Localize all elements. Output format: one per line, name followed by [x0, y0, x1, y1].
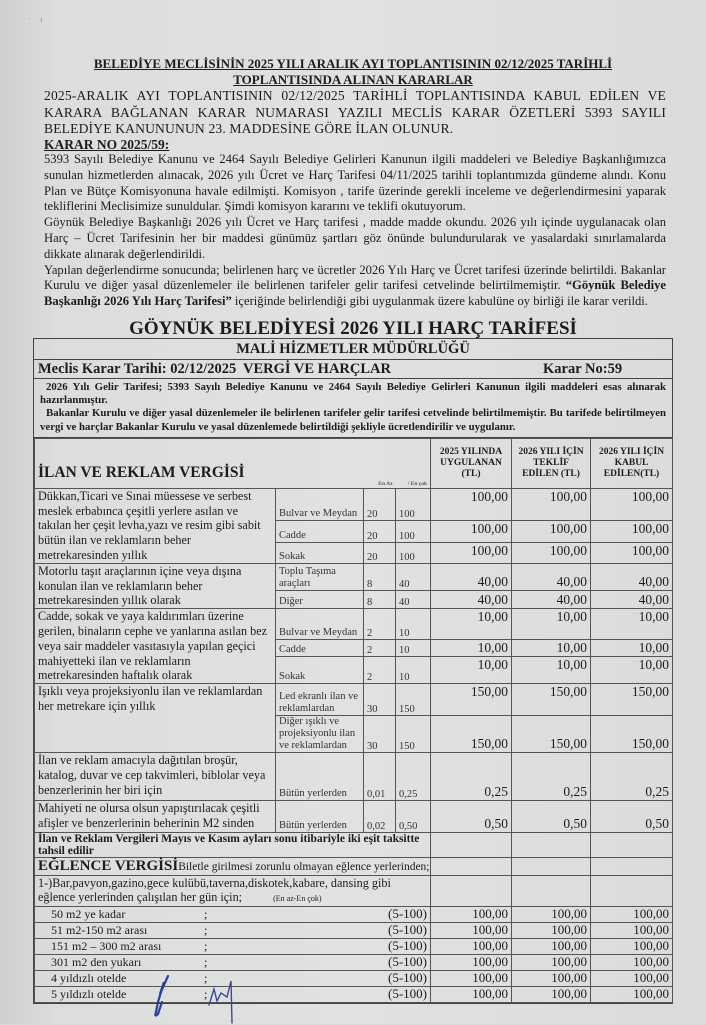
document-header — [40, 56, 666, 88]
entertainment-label: 5 yıldızlı otelde — [51, 987, 127, 1002]
value-2025: 40,00 — [431, 591, 512, 609]
min-header: En Az — [378, 480, 393, 487]
decision-paragraph-text: Yapılan değerlendirme sonucunda; belirlenen harç ve ücretler 2026 Yılı Harç ve Ücret tarifesi üzerinde belirtildi. Bakanlar Kurulu ve diğer yasal düzenlemeler ile belirlenen tarifeler gelir tarifesi cetvelinde belirtilmemiştir. — [44, 262, 666, 293]
min-cell: 0,01 — [364, 753, 396, 801]
value-2026-offer: 100,00 — [512, 923, 591, 939]
entertainment-range: (5-100) — [388, 986, 428, 1002]
entertainment-title: EĞLENCE VERGİSİ — [38, 858, 179, 875]
value-2026-offer: 10,00 — [512, 609, 591, 640]
value-2025: 100,00 — [431, 939, 512, 955]
entertainment-sep: ; — [204, 987, 208, 1002]
decision-number: KARAR NO 2025/59: — [44, 137, 170, 152]
value-2026-offer: 100,00 — [512, 971, 591, 987]
entertainment-sep: ; — [204, 971, 208, 986]
value-2026-offer: 100,00 — [512, 987, 591, 1003]
value-2026-accepted: 100,00 — [591, 521, 673, 542]
min-cell: 30 — [364, 684, 396, 716]
value-2026-accepted: 0,25 — [591, 753, 673, 801]
entertainment-label: 4 yıldızlı otelde — [51, 971, 127, 986]
value-2025: 100,00 — [431, 971, 512, 987]
tariff-note: 2026 Yılı Gelir Tarifesi; 5393 Sayılı Belediye Kanunu ve 2464 Sayılı Belediye Gelirleri Kanunun ilgili maddeleri esas alınarak hazırlanmıştır. — [40, 381, 666, 407]
value-2026-offer: 40,00 — [512, 591, 591, 609]
max-cell: 10 — [396, 640, 431, 657]
place-cell: Bütün yerlerden — [276, 753, 364, 801]
ad-desc: Motorlu taşıt araçlarının içine veya dışına konulan ilan ve reklamların beher metrekaresinden yıllık olarak — [35, 563, 276, 608]
min-cell: 20 — [364, 488, 396, 520]
decision-body — [44, 152, 666, 310]
signature-2 — [205, 975, 245, 1025]
decision-closing: içeriğinde belirlendiği gibi uygulanmak üzere kabulüne oy birliği ile karar verildi. — [231, 294, 648, 309]
tariff-note: Bakanlar Kurulu ve diğer yasal düzenlemeler ile belirlenen tarifeler gelir tarifesi cetvelinde belirtilmemiştir. Bu tarifede belirtilmeyen vergi ve harçlar Bakanlar Kurulu ve yasal düzenlemede belirtildiği şekliyle ücretlendirilir ve uygulanır. — [40, 407, 666, 433]
value-2026-accepted: 100,00 — [591, 971, 673, 987]
min-cell: 2 — [364, 609, 396, 640]
entertainment-sep: ; — [204, 923, 208, 938]
value-2026-offer: 100,00 — [512, 939, 591, 955]
ad-desc: İlan ve reklam amacıyla dağıtılan broşür, katalog, duvar ve cep takvimleri, biblolar veya benzerlerinin her biri için — [35, 753, 276, 801]
value-2026-offer: 100,00 — [512, 907, 591, 923]
entertainment-row-cell — [35, 907, 431, 923]
value-2025: 10,00 — [431, 657, 512, 684]
entertainment-row — [35, 907, 673, 923]
place-cell: Bulvar ve Meydan — [276, 609, 364, 640]
tariff-quote: “Göynük Belediye Başkanlığı 2026 Yılı Harç Tarifesi” — [44, 278, 667, 309]
place-cell: Diğer ışıklı ve projeksiyonlu ilan ve reklamlardan — [276, 716, 364, 753]
max-header: / En çok — [407, 480, 428, 487]
max-cell: 0,25 — [396, 753, 431, 801]
entertainment-sep: ; — [204, 907, 208, 922]
col-2026-offer-header: 2026 YILI İÇİN TEKLİF EDİLEN (TL) — [512, 438, 591, 488]
value-2025: 10,00 — [431, 640, 512, 657]
max-cell: 150 — [396, 716, 431, 753]
section-header-cell — [35, 438, 364, 488]
signature-1 — [140, 972, 180, 1022]
value-2025: 100,00 — [431, 488, 512, 520]
entertainment-range: (5-100) — [388, 954, 428, 970]
place-cell: Diğer — [276, 591, 364, 609]
tariff-notes — [34, 379, 672, 438]
ad-notice-row — [35, 833, 673, 858]
value-2026-offer: 100,00 — [512, 542, 591, 563]
max-cell: 150 — [396, 684, 431, 716]
value-2026-offer: 150,00 — [512, 684, 591, 716]
value-2026-accepted: 100,00 — [591, 923, 673, 939]
min-cell: 0,02 — [364, 801, 396, 833]
scan-marks: · ı — [28, 14, 43, 24]
ad-tax-row — [35, 684, 673, 716]
place-cell: Sokak — [276, 657, 364, 684]
value-2026-offer: 0,50 — [512, 801, 591, 833]
tariff-table — [34, 438, 673, 1003]
col-2026-accepted-header: 2026 YILI İÇİN KABUL EDİLEN(TL) — [591, 438, 673, 488]
place-cell: Cadde — [276, 521, 364, 542]
value-2026-accepted: 100,00 — [591, 939, 673, 955]
value-2025: 100,00 — [431, 955, 512, 971]
value-2025: 100,00 — [431, 907, 512, 923]
entertainment-label: 301 m2 den yukarı — [51, 955, 142, 970]
entertainment-label: 50 m2 ye kadar — [51, 907, 126, 922]
max-cell: 0,50 — [396, 801, 431, 833]
max-cell: 10 — [396, 657, 431, 684]
entertainment-row-cell — [35, 955, 431, 971]
value-2025: 150,00 — [431, 716, 512, 753]
value-2026-offer: 100,00 — [512, 488, 591, 520]
ad-tax-row — [35, 753, 673, 801]
decision-paragraph — [44, 263, 666, 310]
ad-desc: Işıklı veya projeksiyonlu ilan ve reklamlardan her metrekare için yıllık — [35, 684, 276, 753]
entertainment-subtitle: Biletle girilmesi zorunlu olmayan eğlence yerlerinden; — [178, 861, 430, 874]
value-2025: 10,00 — [431, 609, 512, 640]
table-header-row — [35, 438, 673, 488]
entertainment-row — [35, 971, 673, 987]
place-cell: Led ekranlı ilan ve reklamlardan — [276, 684, 364, 716]
value-2026-offer: 100,00 — [512, 521, 591, 542]
entertainment-range: (5-100) — [388, 906, 428, 922]
section-title: İLAN VE REKLAM VERGİSİ — [38, 463, 245, 481]
min-cell: 8 — [364, 591, 396, 609]
ad-notice: İlan ve Reklam Vergileri Mayıs ve Kasım ayları sonu itibariyle iki eşit taksitte tahsil edilir — [35, 833, 431, 858]
entertainment-label: 51 m2-150 m2 arası — [51, 923, 148, 938]
place-cell: Sokak — [276, 542, 364, 563]
entertainment-row-cell — [35, 939, 431, 955]
value-2026-offer: 100,00 — [512, 955, 591, 971]
max-cell: 100 — [396, 542, 431, 563]
value-2026-accepted: 10,00 — [591, 640, 673, 657]
announcement-intro: 2025-ARALIK AYI TOPLANTISININ 02/12/2025 TARİHLİ TOPLANTISINDA KABUL EDİLEN VE KARARA BAĞLANAN KARAR NUMARASI YAZILI MECLİS KARAR ÖZETLERİ 5393 SAYILI BELEDİYE KANUNUNUN 23. MADDESİNE GÖRE İLAN OLUNUR. — [44, 88, 666, 136]
value-2025: 150,00 — [431, 684, 512, 716]
max-cell: 100 — [396, 488, 431, 520]
value-2026-accepted: 100,00 — [591, 987, 673, 1003]
value-2025: 100,00 — [431, 521, 512, 542]
value-2025: 0,50 — [431, 801, 512, 833]
value-2026-accepted: 100,00 — [591, 488, 673, 520]
value-2026-offer: 0,25 — [512, 753, 591, 801]
value-2025: 0,25 — [431, 753, 512, 801]
value-2026-accepted: 10,00 — [591, 609, 673, 640]
entertainment-row — [35, 987, 673, 1003]
entertainment-row — [35, 923, 673, 939]
entertainment-title-row — [35, 858, 673, 876]
place-cell: Cadde — [276, 640, 364, 657]
header-title-line1: BELEDİYE MECLİSİNİN 2025 YILI ARALIK AYI TOPLANTISININ 02/12/2025 TARİHLİ — [93, 56, 613, 71]
value-2026-accepted: 10,00 — [591, 657, 673, 684]
department-name: MALİ HİZMETLER MÜDÜRLÜĞÜ — [34, 339, 672, 360]
value-2026-accepted: 40,00 — [591, 591, 673, 609]
ad-tax-row — [35, 488, 673, 520]
place-cell: Bütün yerlerden — [276, 801, 364, 833]
entertainment-row — [35, 939, 673, 955]
tariff-category: VERGİ VE HARÇLAR — [243, 361, 391, 377]
entertainment-row — [35, 955, 673, 971]
entertainment-range: (5-100) — [388, 970, 428, 986]
place-cell: Toplu Taşıma araçları — [276, 563, 364, 590]
ad-tax-row — [35, 563, 673, 590]
tariff-decision-no: Karar No:59 — [543, 361, 623, 377]
value-2026-accepted: 100,00 — [591, 542, 673, 563]
value-2026-offer: 40,00 — [512, 563, 591, 590]
min-cell: 20 — [364, 521, 396, 542]
value-2026-accepted: 40,00 — [591, 563, 673, 590]
meeting-date: Meclis Karar Tarihi: 02/12/2025 — [38, 361, 237, 377]
value-2026-accepted: 150,00 — [591, 716, 673, 753]
value-2026-offer: 150,00 — [512, 716, 591, 753]
entertainment-label: 151 m2 – 300 m2 arası — [51, 939, 162, 954]
ad-tax-row — [35, 609, 673, 640]
min-cell: 2 — [364, 640, 396, 657]
value-2025: 40,00 — [431, 563, 512, 590]
min-cell: 8 — [364, 563, 396, 590]
min-cell: 2 — [364, 657, 396, 684]
value-2026-accepted: 0,50 — [591, 801, 673, 833]
entertainment-range: (5-100) — [388, 938, 428, 954]
place-cell: Bulvar ve Meydan — [276, 488, 364, 520]
value-2026-accepted: 100,00 — [591, 907, 673, 923]
value-2025: 100,00 — [431, 987, 512, 1003]
value-2026-offer: 10,00 — [512, 657, 591, 684]
max-cell: 10 — [396, 609, 431, 640]
value-2026-accepted: 150,00 — [591, 684, 673, 716]
entertainment-sep: ; — [204, 939, 208, 954]
decision-paragraph: Göynük Belediye Başkanlığı 2026 yılı Ücret ve Harç tarifesi , madde madde okundu. 2026 yılı içinde uygulanacak olan Harç – Ücret Tarifesinin her bir maddesi günümüz şartları göz önünde bulundurularak ve yasalardaki sınırlamalarda dikkate alınarak değerlendirildi. — [44, 215, 666, 261]
header-title-line2: TOPLANTISINDA ALINAN KARARLAR — [233, 72, 473, 87]
meeting-info-row — [34, 360, 672, 379]
entertainment-item-desc: 1-)Bar,pavyon,gazino,gece kulübü,taverna,diskotek,kabare, dansing gibi eğlence yerlerinden çalışılan her gün için; — [38, 876, 391, 905]
max-cell: 40 — [396, 563, 431, 590]
min-cell: 30 — [364, 716, 396, 753]
ad-desc: Mahiyeti ne olursa olsun yapıştırılacak çeşitli afişler ve benzerlerinin beherinin M2 sinden — [35, 801, 276, 833]
min-cell: 20 — [364, 542, 396, 563]
value-2025: 100,00 — [431, 923, 512, 939]
ad-desc: Dükkan,Ticari ve Sınai müessese ve serbest meslek erbabınca çeşitli yerlere asılan ve takılan her çeşit levha,yazı ve resim gibi sabit bütün ilan ve reklamların beher metrekaresinden yıllık — [35, 488, 276, 563]
entertainment-row-cell — [35, 923, 431, 939]
value-2026-offer: 10,00 — [512, 640, 591, 657]
tariff-title: GÖYNÜK BELEDİYESİ 2026 YILI HARÇ TARİFESİ — [129, 318, 577, 339]
max-cell: 40 — [396, 591, 431, 609]
ad-tax-row — [35, 801, 673, 833]
ad-desc: Cadde, sokak ve yaya kaldırımları üzerine gerilen, binaların cephe ve yanlarına asılan bez veya sair maddeler vasıtasıyla yapılan geçici mahiyetteki ilan ve reklamların metrekaresinden haftalık olarak — [35, 609, 276, 684]
entertainment-range: (5-100) — [388, 922, 428, 938]
col-2025-header: 2025 YILINDA UYGULANAN (TL) — [431, 438, 512, 488]
tariff-frame — [33, 338, 673, 1004]
entertainment-sep: ; — [204, 955, 208, 970]
entertainment-desc-row — [35, 876, 673, 907]
range-label: (En az-En çok) — [273, 894, 322, 904]
max-cell: 100 — [396, 521, 431, 542]
value-2025: 100,00 — [431, 542, 512, 563]
value-2026-accepted: 100,00 — [591, 955, 673, 971]
decision-paragraph: 5393 Sayılı Belediye Kanunu ve 2464 Sayılı Belediye Gelirleri Kanunun ilgili maddeleri ve Belediye Başkanlığımızca sunulan hizmetlerden alınacak, 2026 yılı Ücret ve Harç Tarifesi 04/11/2025 tarihli toplantımızda gündeme alındı. Konu Plan ve Bütçe Komisyonuna havale edilmişti. Komisyon , tarife üzerinde gerekli inceleme ve değerlendirmesini yaparak tekliflerini Meclisimize sunuldular. Şimdi komisyon kararını ve teklifi okutuyorum. — [44, 152, 666, 214]
